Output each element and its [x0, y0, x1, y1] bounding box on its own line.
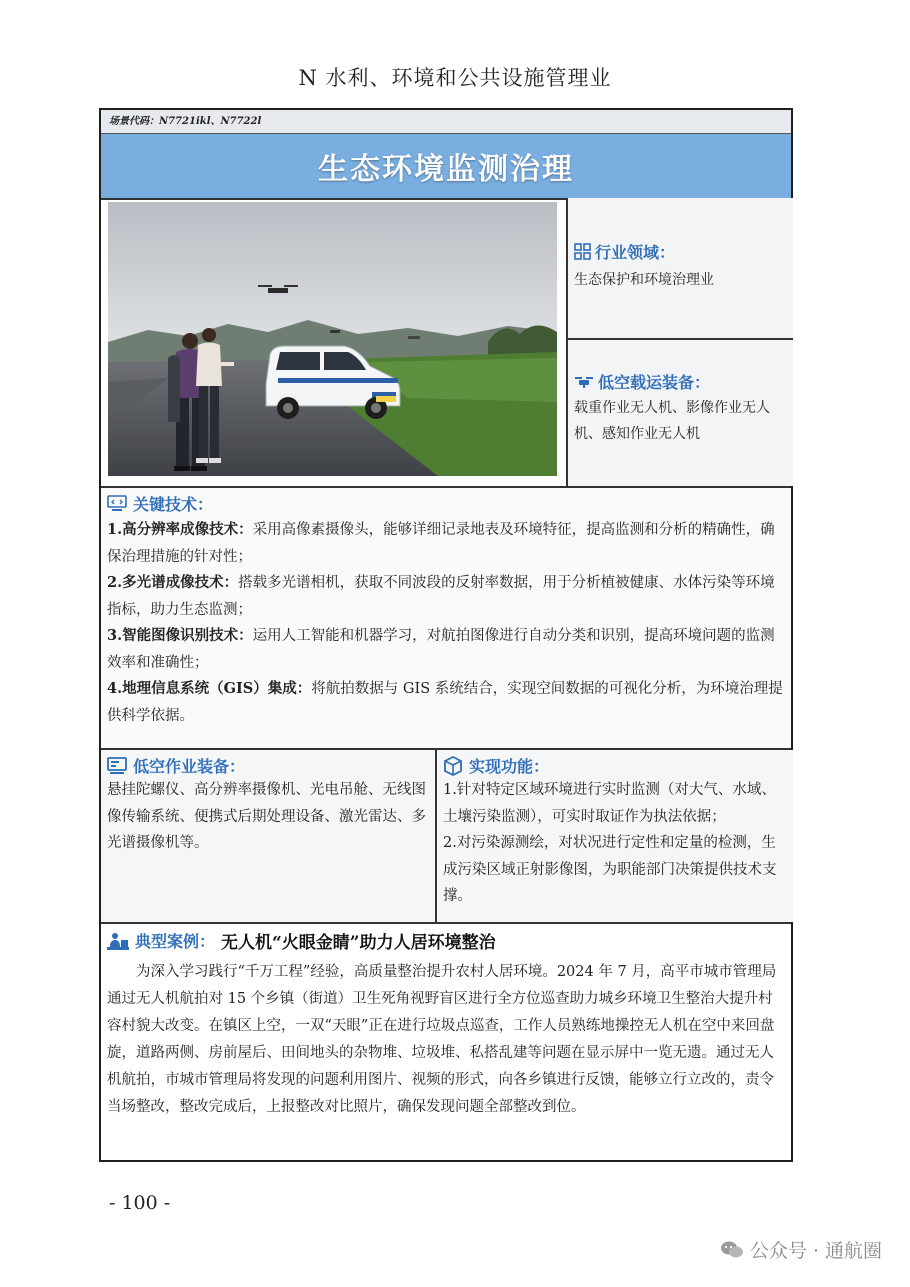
scene-code: 场景代码：N7721ikl、N7722l — [101, 110, 791, 134]
scene-photo — [108, 202, 557, 476]
functions-title: 实现功能： — [469, 757, 550, 776]
key-tech-item: 3.智能图像识别技术：运用人工智能和机器学习，对航拍图像进行自动分类和识别，提高环境问题的监测效率和准确性； — [107, 627, 775, 671]
running-head: N 水利、环境和公共设施管理业 — [298, 66, 612, 90]
function-item: 1.针对特定区域环境进行实时监测（对大气、水域、土壤污染监测），可实时取证作为执法依据； — [443, 782, 776, 825]
carrier-title-row — [574, 370, 787, 393]
key-tech-item: 4.地理信息系统（GIS）集成：将航拍数据与 GIS 系统结合，实现空间数据的可视化分析，为环境治理提供科学依据。 — [107, 680, 783, 724]
watermark — [720, 1236, 882, 1263]
key-tech-list — [107, 517, 783, 729]
scene-title: 生态环境监测治理 — [101, 134, 791, 200]
drone-icon — [574, 375, 594, 389]
carrier-box — [568, 340, 793, 486]
watermark-text: 公众号 · 通航圈 — [749, 1240, 882, 1262]
case-section — [101, 924, 791, 1160]
industry-title: 行业领域： — [595, 243, 676, 262]
industry-title-row — [574, 240, 787, 263]
key-tech-section — [101, 488, 791, 748]
key-tech-title: 关键技术： — [133, 495, 214, 514]
grid-icon — [574, 243, 591, 260]
equipment-functions-row — [101, 750, 791, 922]
industry-text: 生态保护和环境治理业 — [574, 272, 714, 288]
scene-card — [99, 108, 793, 1162]
case-label: 典型案例： — [135, 932, 216, 951]
function-item: 2.对污染源测绘，对状况进行定性和定量的检测，生成污染区域正射影像图，为职能部门决策提供技术支撑。 — [443, 835, 777, 904]
work-equipment-title: 低空作业装备： — [133, 757, 246, 776]
case-title-row — [107, 928, 783, 953]
case-body: 为深入学习践行“千万工程”经验，高质量整治提升农村人居环境。2024 年 7 月，高平市城市管理局通过无人机航拍对 15 个乡镇（街道）卫生死角视野盲区进行全方位巡查助力城乡环境卫生整治大提升村容村貌大改变。在镇区上空，一双“天眼”正在进行垃圾点巡查，工作人员熟练地操控无人机在空中来回盘旋，道路两侧、房前屋后、田间地头的杂物堆、垃圾堆、私搭乱建等问题在显示屏中一览无遗。通过无人机航拍，市城市管理局将发现的问题利用图片、视频的形式，向各乡镇进行反馈，能够立行立改的，责令当场整改，整改完成后，上报整改对比照片，确保发现问题全部整改到位。 — [107, 964, 777, 1115]
cube-icon — [443, 756, 463, 776]
industry-box — [568, 198, 793, 340]
work-equipment-box — [101, 750, 435, 922]
key-tech-item: 1.高分辨率成像技术：采用高像素摄像头，能够详细记录地表及环境特征，提高监测和分析的精确性，确保治理措施的针对性； — [107, 521, 775, 565]
work-equipment-title-row — [107, 754, 429, 777]
wechat-icon — [720, 1240, 744, 1260]
key-tech-item: 2.多光谱成像技术：搭载多光谱相机，获取不同波段的反射率数据，用于分析植被健康、水体污染等环境指标，助力生态监测； — [107, 574, 775, 618]
page-number: - 100 - — [109, 1192, 171, 1214]
display-icon — [107, 757, 127, 775]
functions-title-row — [443, 754, 787, 777]
carrier-text: 载重作业无人机、影像作业无人机、感知作业无人机 — [574, 400, 770, 442]
carrier-title: 低空载运装备： — [598, 373, 711, 392]
case-headline: 无人机“火眼金睛”助力人居环境整治 — [221, 933, 496, 953]
person-at-desk-icon — [107, 932, 129, 950]
work-equipment-text: 悬挂陀螺仪、高分辨率摄像机、光电吊舱、无线图像传输系统、便携式后期处理设备、激光雷达、多光谱摄像机等。 — [107, 782, 426, 851]
functions-box — [437, 750, 793, 922]
key-tech-title-row — [107, 492, 783, 515]
monitor-icon — [107, 495, 127, 512]
